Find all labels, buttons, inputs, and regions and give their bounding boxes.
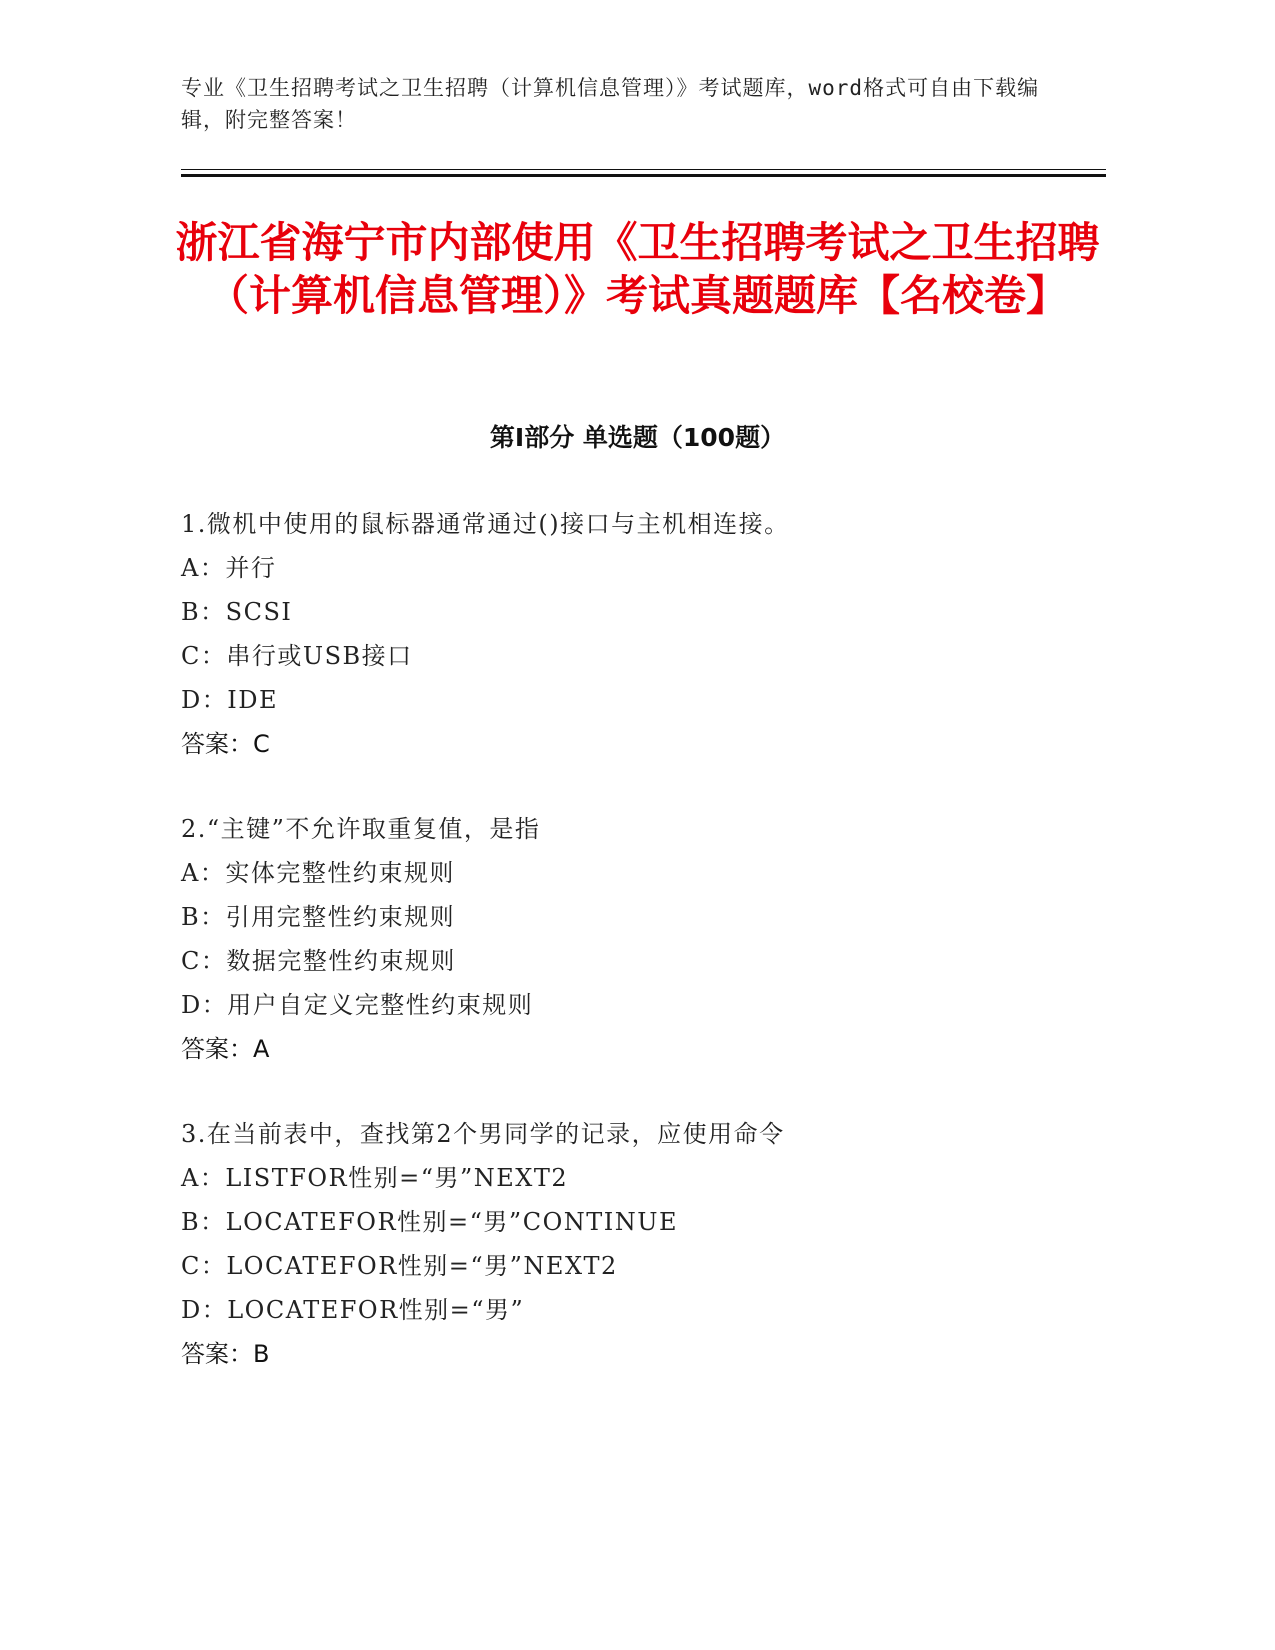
option-b: B：LOCATEFOR性别=“男”CONTINUE	[181, 1208, 678, 1236]
option-b: B：引用完整性约束规则	[181, 903, 456, 931]
section-heading: 第I部分 单选题（100题）	[489, 423, 786, 452]
question-stem: 3.在当前表中，查找第2个男同学的记录，应使用命令	[181, 1120, 785, 1148]
option-c: C：LOCATEFOR性别=“男”NEXT2	[181, 1252, 618, 1280]
answer-line: 答案：B	[181, 1340, 270, 1368]
answer-line: 答案：A	[181, 1035, 270, 1063]
question-block	[181, 807, 540, 1071]
document-title: 浙江省海宁市内部使用《卫生招聘考试之卫生招聘（计算机信息管理）》考试真题题库【名校卷】	[175, 218, 1100, 320]
header-divider-thick	[181, 174, 1106, 177]
answer-line: 答案：C	[181, 730, 270, 758]
question-stem: 1.微机中使用的鼠标器通常通过()接口与主机相连接。	[181, 510, 790, 538]
option-d: D：IDE	[181, 686, 278, 714]
option-d: D：用户自定义完整性约束规则	[181, 991, 534, 1019]
header-divider-thin	[181, 169, 1106, 170]
option-a: A：实体完整性约束规则	[181, 859, 455, 887]
option-d: D：LOCATEFOR性别=“男”	[181, 1296, 525, 1324]
option-c: C：数据完整性约束规则	[181, 947, 456, 975]
question-block	[181, 502, 790, 766]
question-stem: 2.“主键”不允许取重复值，是指	[181, 815, 541, 843]
header-note: 专业《卫生招聘考试之卫生招聘（计算机信息管理）》考试题库，word格式可自由下载编辑，附完整答案！	[181, 76, 1040, 132]
option-a: A：LISTFOR性别=“男”NEXT2	[181, 1164, 569, 1192]
option-a: A：并行	[181, 554, 277, 582]
question-block	[181, 1112, 785, 1376]
option-c: C：串行或USB接口	[181, 642, 413, 670]
option-b: B：SCSI	[181, 598, 293, 626]
